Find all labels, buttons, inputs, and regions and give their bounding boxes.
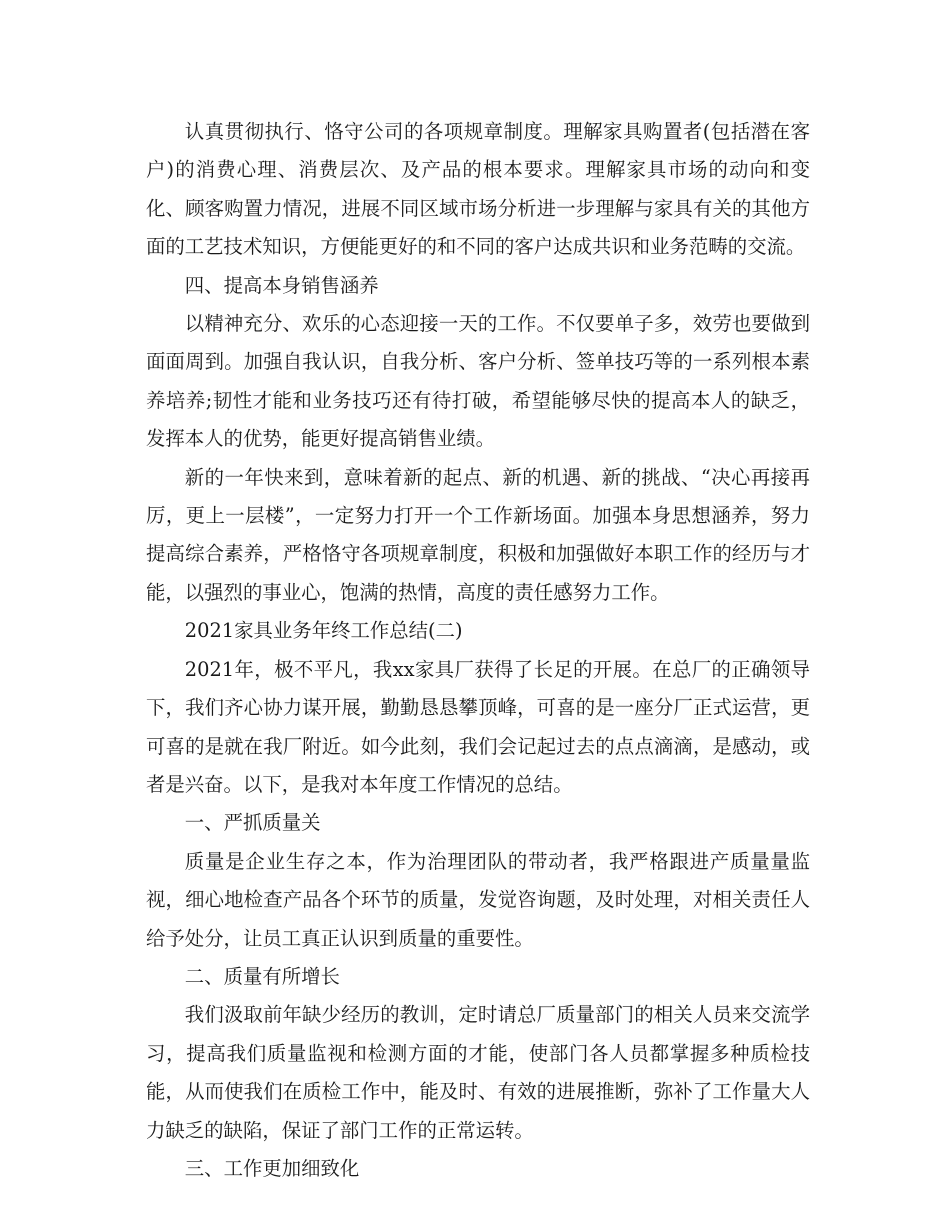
section-heading: 四、提高本身销售涵养 [184,273,379,297]
paragraph: 2021年，极不平凡，我xx家具厂获得了长足的开展。在总厂的正确领导下，我们齐心协力谋开展，勤勤恳恳攀顶峰，可喜的是一座分厂正式运营，更可喜的是就在我厂附近。如今此刻，我们会记起过去的点点滴滴，是感动，或者是兴奋。以下，是我对本年度工作情况的总结。 [146,657,810,796]
document-title: 2021家具业务年终工作总结(二) [184,619,463,643]
document-body [146,113,810,1188]
paragraph: 质量是企业生存之本，作为治理团队的带动者，我严格跟进产质量量监视，细心地检查产品各个环节的质量，发觉咨询题，及时处理，对相关责任人给予处分，让员工真正认识到质量的重要性。 [146,849,810,950]
section-heading: 二、质量有所增长 [184,964,340,988]
paragraph: 认真贯彻执行、恪守公司的各项规章制度。理解家具购置者(包括潜在客户)的消费心理、消费层次、及产品的根本要求。理解家具市场的动向和变化、顾客购置力情况，进展不同区域市场分析进一步理解与家具有关的其他方面的工艺技术知识，方便能更好的和不同的客户达成共识和业务范畴的交流。 [146,120,810,259]
section-heading: 一、严抓质量关 [184,811,321,835]
paragraph: 我们汲取前年缺少经历的教训，定时请总厂质量部门的相关人员来交流学习，提高我们质量监视和检测方面的才能，使部门各人员都掌握多种质检技能，从而使我们在质检工作中，能及时、有效的进展推断，弥补了工作量大人力缺乏的缺陷，保证了部门工作的正常运转。 [146,1003,810,1142]
section-heading: 三、工作更加细致化 [184,1156,360,1180]
paragraph: 以精神充分、欢乐的心态迎接一天的工作。不仅要单子多，效劳也要做到面面周到。加强自我认识，自我分析、客户分析、签单技巧等的一系列根本素养培养;韧性才能和业务技巧还有待打破，希望能够尽快的提高本人的缺乏，发挥本人的优势，能更好提高销售业绩。 [146,312,810,451]
paragraph: 新的一年快来到，意味着新的起点、新的机遇、新的挑战、“决心再接再厉，更上一层楼”，一定努力打开一个工作新场面。加强本身思想涵养，努力提高综合素养，严格恪守各项规章制度，积极和加强做好本职工作的经历与才能，以强烈的事业心，饱满的热情，高度的责任感努力工作。 [146,465,810,604]
